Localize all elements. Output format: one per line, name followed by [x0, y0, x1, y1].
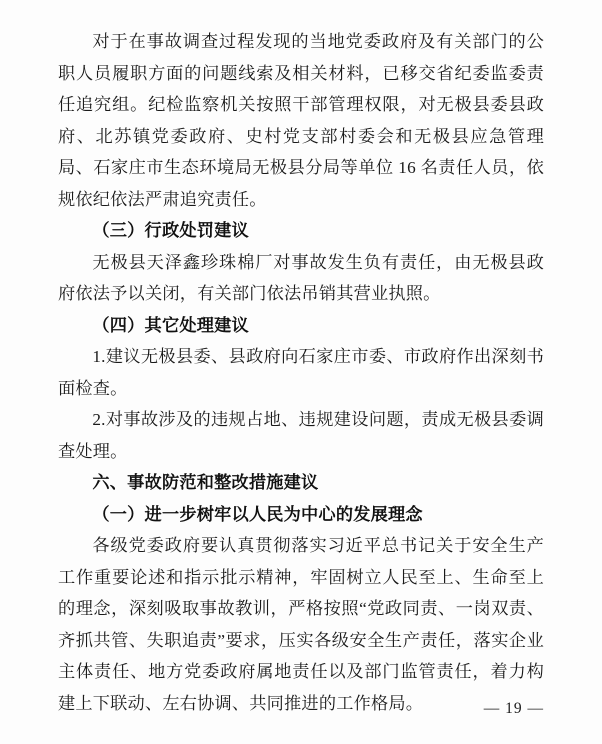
- paragraph-development-philosophy: 各级党委政府要认真贯彻落实习近平总书记关于安全生产工作重要论述和指示批示精神，牢固树立人民至上、生命至上的理念，深刻吸取事故教训，严格按照“党政同责、一岗双责、齐抓共管、失职追责”要求，压实各级安全生产责任，落实企业主体责任、地方党委政府属地责任以及部门监管责任，着力构建上下联动、左右协调、共同推进的工作格局。: [58, 536, 544, 713]
- paragraph-item-2: 2.对事故涉及的违规占地、违规建设问题，责成无极县委调查处理。: [58, 410, 544, 461]
- page-number: — 19 —: [483, 700, 544, 717]
- paragraph-item-1: 1.建议无极县委、县政府向石家庄市委、市政府作出深刻书面检查。: [58, 347, 544, 398]
- heading-administrative-penalty: （三）行政处罚建议: [92, 221, 249, 240]
- heading-subsection-one: （一）进一步树牢以人民为中心的发展理念: [92, 504, 423, 524]
- heading-other-suggestions: （四）其它处理建议: [92, 315, 249, 335]
- paragraph-factory-penalty: 无极县天泽鑫珍珠棉厂对事故发生负有责任，由无极县政府依法予以关闭，有关部门依法吊销其营业执照。: [58, 252, 544, 303]
- heading-section-six: 六、事故防范和整改措施建议: [92, 473, 319, 492]
- paragraph-investigation-accountability: 对于在事故调查过程发现的当地党委政府及有关部门的公职人员履职方面的问题线索及相关材料，已移交省纪委监委责任追究组。纪检监察机关按照干部管理权限，对无极县委县政府、北苏镇党委政府、史村党支部村委会和无极县应急管理局、石家庄市生态环境局无极县分局等单位 16 名责任人员，依规依纪依法严肃追究责任。: [58, 32, 544, 209]
